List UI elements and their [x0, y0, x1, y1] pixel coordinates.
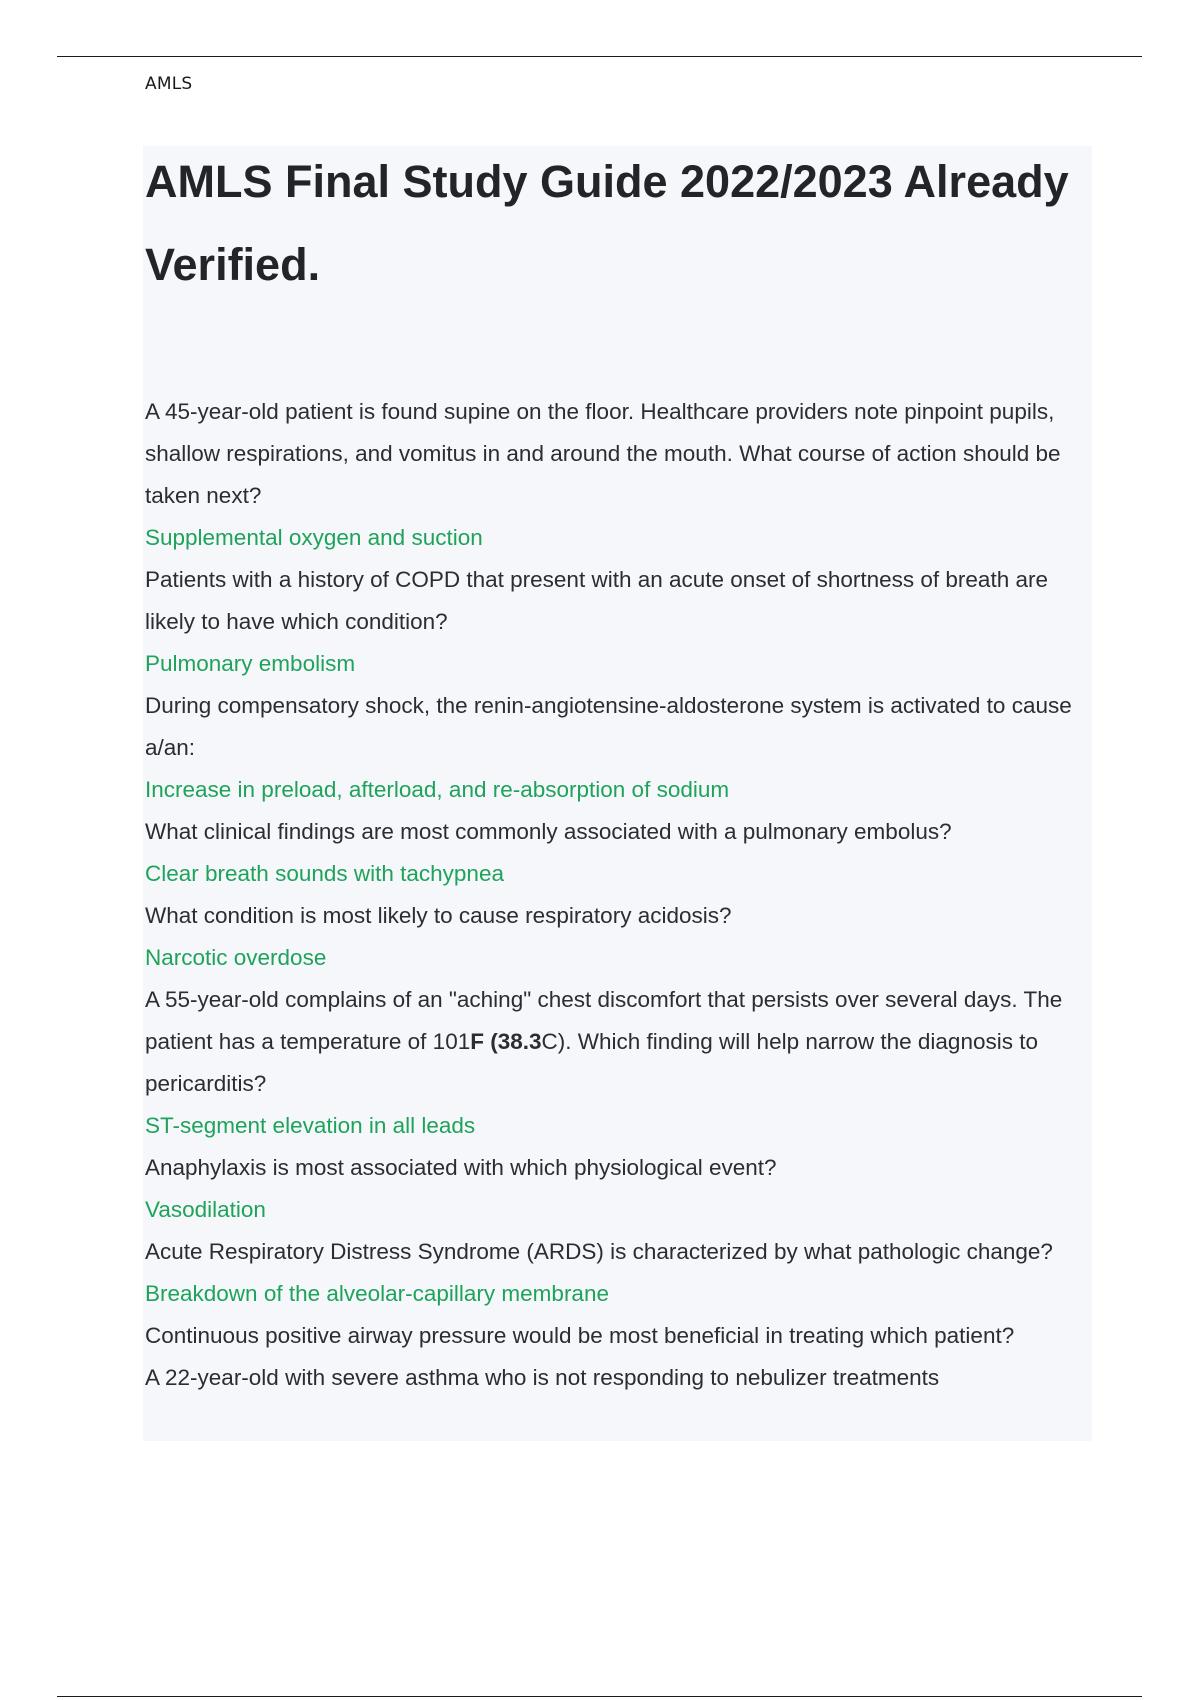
- question-text: Continuous positive airway pressure would be most beneficial in treating which patient?: [145, 1323, 1015, 1348]
- qa-item: [145, 1231, 1090, 1315]
- answer-text: Supplemental oxygen and suction: [145, 525, 483, 550]
- question-text: What condition is most likely to cause respiratory acidosis?: [145, 903, 732, 928]
- answer-text: Vasodilation: [145, 1197, 266, 1222]
- question-text: During compensatory shock, the renin-angiotensine-aldosterone system is activated to cause a/an:: [145, 693, 1072, 760]
- question-text: A 45-year-old patient is found supine on the floor. Healthcare providers note pinpoint pupils, shallow respirations, and vomitus in and around the mouth. What course of action should be taken next?: [145, 399, 1061, 508]
- qa-item: [145, 1147, 1090, 1231]
- qa-item: [145, 559, 1090, 685]
- answer-text: Pulmonary embolism: [145, 651, 356, 676]
- footer-rule: [57, 1696, 1142, 1697]
- answer-text: Breakdown of the alveolar-capillary membrane: [145, 1281, 609, 1306]
- answer-text: Increase in preload, afterload, and re-absorption of sodium: [145, 777, 730, 802]
- answer-text: ST-segment elevation in all leads: [145, 1113, 476, 1138]
- document-title: AMLS Final Study Guide 2022/2023 Already Verified.: [145, 156, 1069, 290]
- header-rule: [57, 56, 1142, 57]
- qa-item: [145, 811, 1090, 895]
- answer-text: Narcotic overdose: [145, 945, 327, 970]
- qa-item: [145, 685, 1090, 811]
- question-text-end: C). Which finding will help narrow the diagnosis to pericarditis?: [145, 1029, 1038, 1096]
- qa-item: [145, 391, 1090, 559]
- qa-item: [145, 895, 1090, 979]
- question-text-bold: F (38.3: [470, 1029, 542, 1054]
- running-header: AMLS: [145, 74, 193, 94]
- qa-item: [145, 1315, 1090, 1399]
- answer-text-unhighlighted: A 22-year-old with severe asthma who is not responding to nebulizer treatments: [145, 1365, 940, 1390]
- question-text: Anaphylaxis is most associated with which physiological event?: [145, 1155, 777, 1180]
- question-text: [145, 979, 1090, 1105]
- question-text-start: A 55-year-old complains of an "aching" chest discomfort that persists over several days. The patient has a temperature of 101: [145, 987, 1063, 1054]
- question-text: Patients with a history of COPD that present with an acute onset of shortness of breath are likely to have which condition?: [145, 567, 1048, 634]
- answer-text: Clear breath sounds with tachypnea: [145, 861, 504, 886]
- qa-item: [145, 979, 1090, 1147]
- question-text: What clinical findings are most commonly associated with a pulmonary embolus?: [145, 819, 952, 844]
- qa-list: [145, 391, 1090, 1399]
- question-text: Acute Respiratory Distress Syndrome (ARDS) is characterized by what pathologic change?: [145, 1239, 1053, 1264]
